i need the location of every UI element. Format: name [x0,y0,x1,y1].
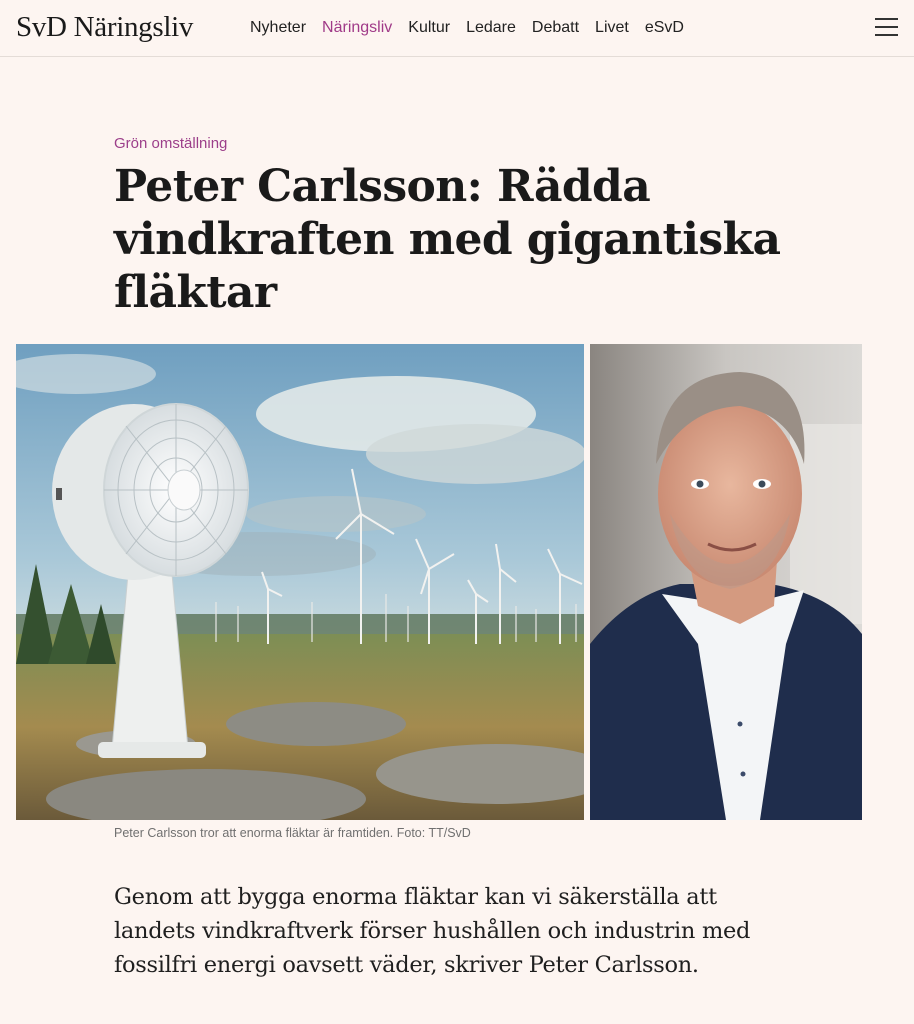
nav-item-nyheter[interactable]: Nyheter [250,19,307,36]
article-title: Peter Carlsson: Rädda vindkraften med gigantiska fläktar [114,161,781,318]
nav-item-debatt[interactable]: Debatt [531,19,580,36]
main-nav [250,18,700,38]
nav-item-esvd[interactable]: eSvD [644,19,684,36]
nav-item-naringsliv[interactable]: Näringsliv [322,19,393,36]
article-image-fan-windfarm [16,344,584,820]
article-kicker[interactable]: Grön omställning [114,135,228,152]
nav-item-ledare[interactable]: Ledare [466,19,516,36]
article-lead: Genom att bygga enorma fläktar kan vi säkerställa att landets vindkraftverk förser hushållen och industrin med fossilfri energi oavsett väder, skriver Peter Carlsson. [114,884,751,978]
article-image-portrait [590,344,862,820]
image-caption: Peter Carlsson tror att enorma fläktar är framtiden. Foto: TT/SvD [114,826,471,840]
hamburger-menu-icon[interactable] [875,17,899,37]
nav-item-livet[interactable]: Livet [595,19,629,36]
site-logo[interactable]: SvD Näringsliv [16,11,194,43]
nav-item-kultur[interactable]: Kultur [408,19,451,36]
site-header [0,0,914,57]
